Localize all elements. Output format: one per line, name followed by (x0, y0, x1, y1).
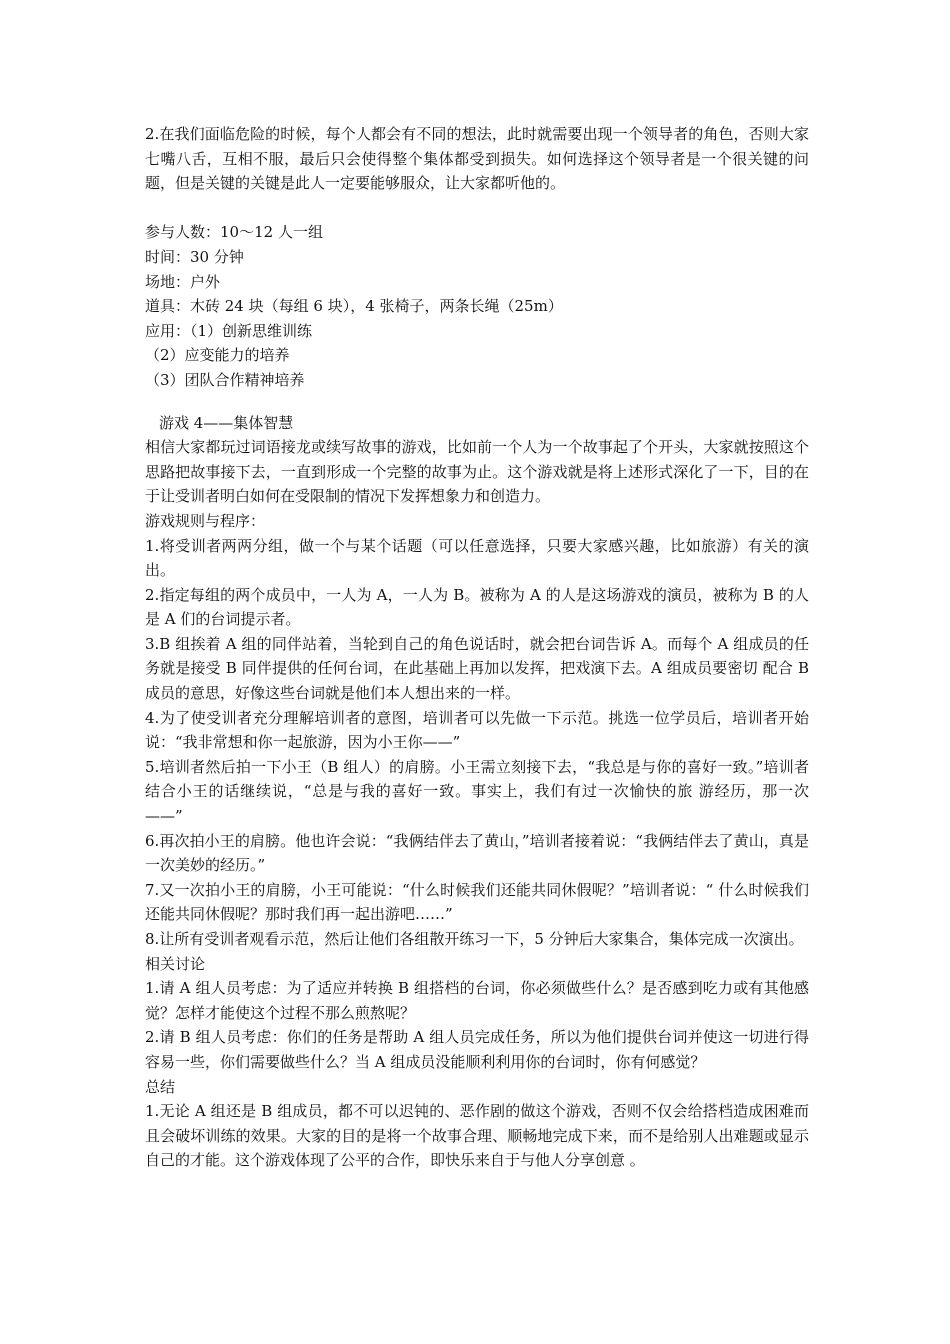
discussion-heading: 相关讨论 (145, 954, 206, 973)
game-4-title: 游戏 4——集体智慧 (159, 413, 294, 432)
rules-heading: 游戏规则与程序： (145, 511, 266, 530)
rule-item: 8.让所有受训者观看示范，然后让他们各组散开练习一下，5 分钟后大家集合，集体完成一次演出。 (145, 930, 804, 948)
rule-item: 6.再次拍小王的肩膀。他也许会说：“我俩结伴去了黄山，”培训者接着说：“我俩结伴去了黄山，真是一次美妙的经历。” (145, 831, 809, 875)
application-item: （3）团队合作精神培养 (145, 370, 305, 389)
rule-item: 1.将受训者两两分组，做一个与某个话题（可以任意选择，只要大家感兴趣，比如旅游）有关的演出。 (145, 536, 809, 580)
time-line: 时间：30 分钟 (145, 247, 244, 266)
participants-line: 参与人数：10～12 人一组 (145, 223, 323, 242)
spacer (145, 196, 809, 221)
intro-point-2: 2.在我们面临危险的时候，每个人都会有不同的想法，此时就需要出现一个领导者的角色，否则大家七嘴八舌，互相不服，最后只会使得整个集体都受到损失。如何选择这个领导者是一个很关键的问题，但是关键的关键是此人一定要能够服众，让大家都听他的。 (145, 125, 809, 193)
venue-line: 场地：户外 (145, 272, 221, 291)
props-line: 道具：木砖 24 块（每组 6 块），4 张椅子，两条长绳（25m） (145, 297, 563, 316)
application-item: （2）应变能力的培养 (145, 346, 290, 365)
summary-item: 1.无论 A 组还是 B 组成员，都不可以迟钝的、恶作剧的做这个游戏，否则不仅会给搭档造成困难而且会破坏训练的效果。大家的目的是将一个故事合理、顺畅地完成下来，而不是给别人出难题或显示自己的才能。这个游戏体现了公平的合作，即快乐来自于与他人分享创意 。 (145, 1102, 809, 1170)
rule-item: 3.B 组挨着 A 组的同伴站着，当轮到自己的角色说话时，就会把台词告诉 A。而每个 A 组成员的任务就是接受 B 同伴提供的任何台词，在此基础上再加以发挥，把戏演下去。A 组成员要密切 配合 B 成员的意思，好像这些台词就是他们本人想出来的一样。 (145, 634, 809, 703)
discussion-item: 2.请 B 组人员考虑：你们的任务是帮助 A 组人员完成任务，所以为他们提供台词并使这一切进行得容易一些，你们需要做些什么？当 A 组成员没能顺利利用你的台词时，你有何感觉？ (145, 1028, 809, 1071)
summary-heading: 总结 (145, 1077, 176, 1096)
game-4-intro: 相信大家都玩过词语接龙或续写故事的游戏，比如前一个人为一个故事起了个开头，大家就按照这个思路把故事接下去，一直到形成一个完整的故事为止。这个游戏就是将上述形式深化了一下，目的在于让受训者明白如何在受限制的情况下发挥想象力和创造力。 (145, 438, 809, 506)
rule-item: 4.为了使受训者充分理解培训者的意图，培训者可以先做一下示范。挑选一位学员后，培训者开始说：“我非常想和你一起旅游，因为小王你——” (145, 708, 809, 752)
discussion-item: 1.请 A 组人员考虑：为了适应并转换 B 组搭档的台词，你必须做些什么？是否感到吃力或有其他感觉？怎样才能使这个过程不那么煎熬呢？ (145, 979, 809, 1022)
rule-item: 2.指定每组的两个成员中，一人为 A，一人为 B。被称为 A 的人是这场游戏的演员，被称为 B 的人是 A 们的台词提示者。 (145, 585, 809, 629)
application-line: 应用：（1）创新思维训练 (145, 321, 313, 340)
rule-item: 5.培训者然后拍一下小王（B 组人）的肩膀。小王需立刻接下去，“我总是与你的喜好一致。”培训者结合小王的话继续说，“总是与我的喜好一致。事实上，我们有过一次愉快的旅 游经历，那一次——” (145, 757, 809, 826)
document-page (145, 122, 809, 1173)
spacer (145, 393, 809, 411)
rule-item: 7.又一次拍小王的肩膀，小王可能说：“什么时候我们还能共同休假呢？”培训者说：“ 什么时候我们还能共同休假呢？那时我们再一起出游吧……” (145, 880, 809, 924)
